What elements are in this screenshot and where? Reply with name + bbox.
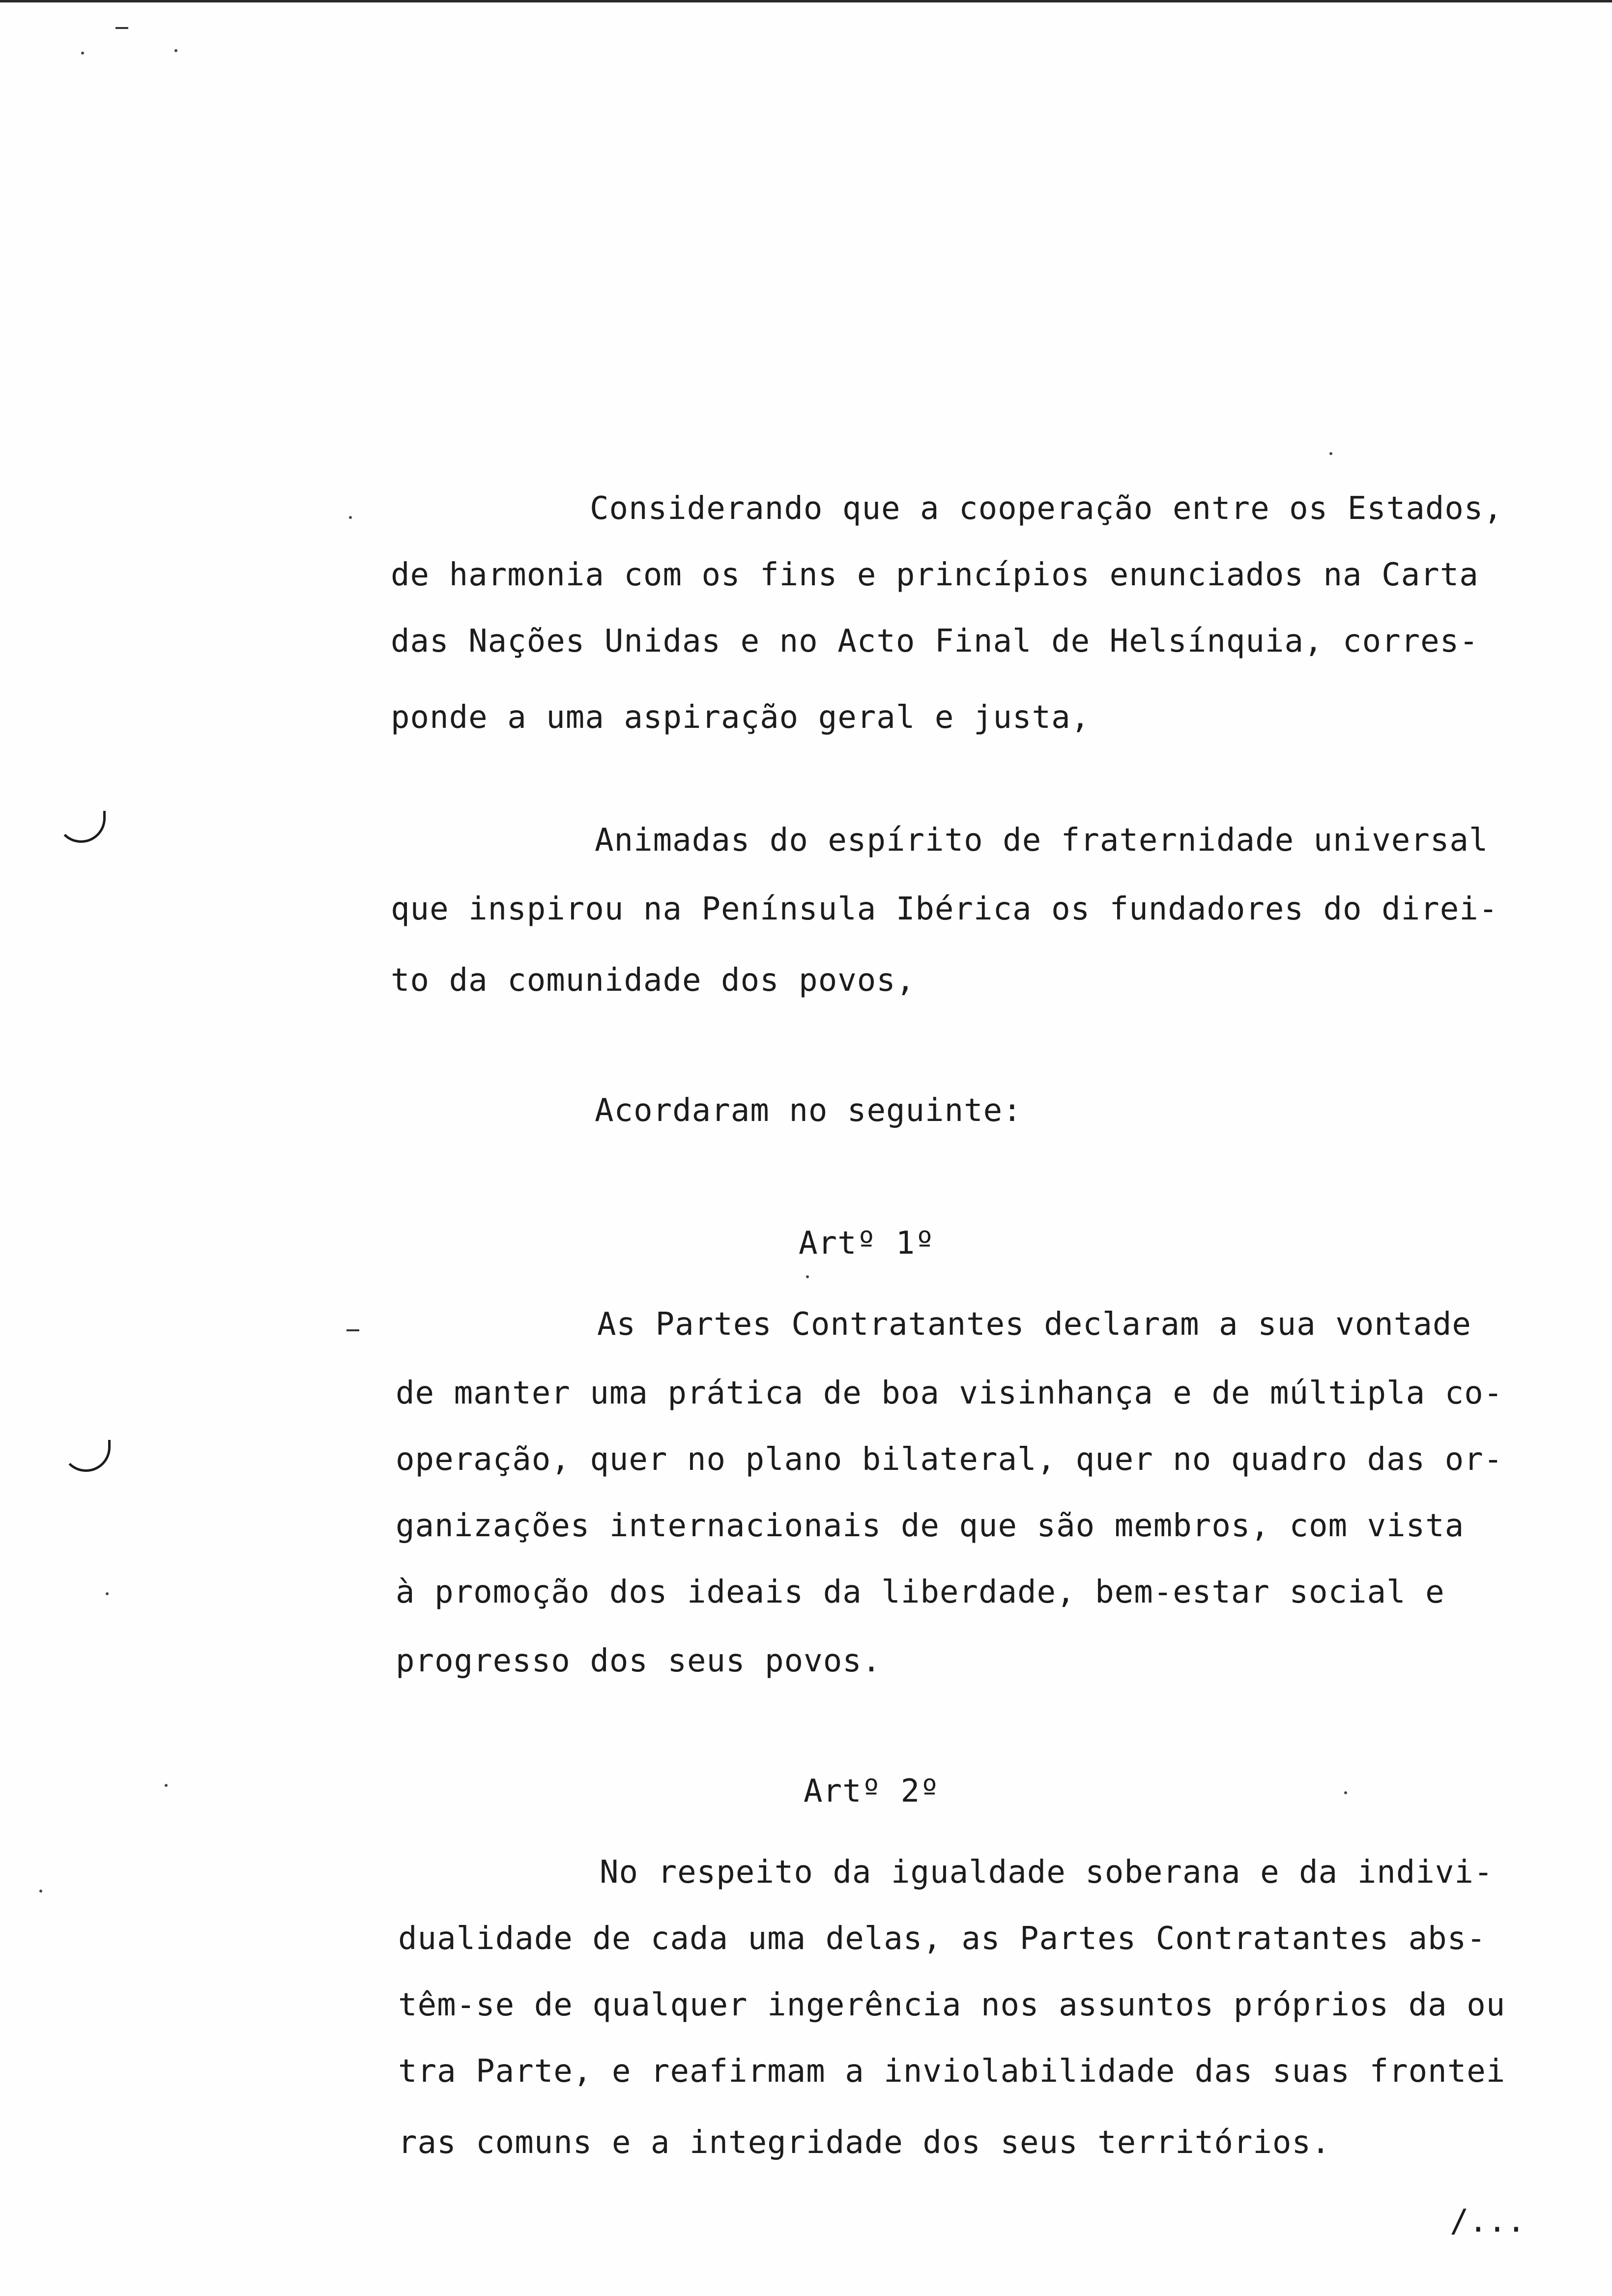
- preamble-1-line-3: das Nações Unidas e no Acto Final de Helsínquia, corres-: [391, 623, 1479, 660]
- article-2-line-5: ras comuns e a integridade dos seus territórios.: [398, 2124, 1331, 2161]
- article-2-line-3: têm-se de qualquer ingerência nos assuntos próprios da ou: [398, 1987, 1506, 2023]
- article-1-line-1: As Partes Contratantes declaram a sua vontade: [597, 1306, 1471, 1343]
- article-2-line-2: dualidade de cada uma delas, as Partes Contratantes abs-: [398, 1921, 1486, 1957]
- scan-speck: [106, 1592, 109, 1595]
- article-2-line-1: No respeito da igualdade soberana e da indivi-: [600, 1854, 1494, 1891]
- article-1-line-6: progresso dos seus povos.: [396, 1643, 882, 1679]
- continuation-mark: /...: [1450, 2203, 1526, 2239]
- preamble-1-line-2: de harmonia com os fins e princípios enunciados na Carta: [391, 557, 1479, 593]
- agreed-heading: Acordaram no seguinte:: [595, 1092, 1022, 1129]
- preamble-2-line-1: Animadas do espírito de fraternidade universal: [595, 822, 1489, 859]
- article-1-line-4: ganizações internacionais de que são membros, com vista: [396, 1508, 1465, 1544]
- article-1-line-3: operação, quer no plano bilateral, quer no quadro das or-: [396, 1441, 1503, 1478]
- article-2-heading: Artº 2º: [804, 1773, 940, 1809]
- scan-speck: [1344, 1791, 1347, 1794]
- scan-dash: [115, 27, 128, 29]
- scan-top-edge: [0, 0, 1612, 2]
- punch-hole-mark-lower: [61, 1440, 111, 1472]
- preamble-2-line-2: que inspirou na Península Ibérica os fundadores do direi-: [391, 891, 1498, 927]
- scan-speck: [1329, 452, 1332, 455]
- scan-speck: [349, 516, 352, 519]
- punch-hole-mark-upper: [57, 811, 106, 843]
- scan-speck: [806, 1275, 809, 1278]
- scan-speck: [174, 49, 177, 52]
- article-1-line-5: à promoção dos ideais da liberdade, bem-estar social e: [396, 1574, 1445, 1610]
- article-2-line-4: tra Parte, e reafirmam a inviolabilidade das suas frontei: [398, 2053, 1506, 2090]
- preamble-2-line-3: to da comunidade dos povos,: [391, 962, 916, 999]
- scan-speck: [39, 1890, 42, 1893]
- article-1-heading: Artº 1º: [799, 1225, 935, 1262]
- preamble-1-line-4: ponde a uma aspiração geral e justa,: [391, 699, 1091, 736]
- scan-dash: [346, 1329, 359, 1331]
- preamble-1-line-1: Considerando que a cooperação entre os Estados,: [590, 490, 1503, 527]
- scan-speck: [81, 52, 84, 55]
- article-1-line-2: de manter uma prática de boa visinhança e de múltipla co-: [396, 1375, 1503, 1411]
- scan-speck: [165, 1784, 168, 1787]
